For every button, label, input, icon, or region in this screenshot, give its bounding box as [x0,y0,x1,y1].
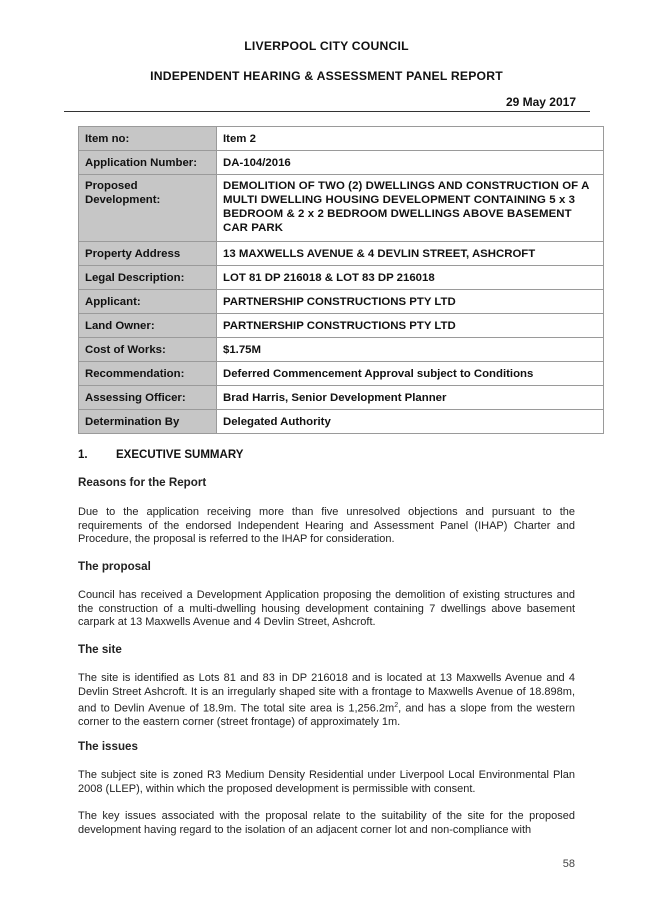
site-text-part-1: The site is identified as Lots 81 and 83 in DP 216018 and is located at 13 Maxwells Avenue and 4 Devlin Street Ashcroft. It is an irregularly shaped site with a frontage to Maxwells Avenue of 18.898m, and to Devlin Avenue of 18.9m. The total site area is 1,256.2m [78,672,575,715]
row-value: LOT 81 DP 216018 & LOT 83 DP 216018 [217,266,604,290]
row-value: PARTNERSHIP CONSTRUCTIONS PTY LTD [217,290,604,314]
report-date: 29 May 2017 [505,95,576,109]
table-row [79,175,604,242]
row-value: Item 2 [217,127,604,151]
table-row [79,362,604,386]
table-row [79,410,604,434]
table-row [79,242,604,266]
table-row [79,314,604,338]
issues-heading: The issues [78,740,138,753]
row-label: Cost of Works: [79,338,217,362]
issues-paragraph-1: The subject site is zoned R3 Medium Density Residential under Liverpool Local Environmental Plan 2008 (LLEP), within which the proposed development is permissible with consent. [78,769,575,795]
table-row [79,266,604,290]
row-label: Assessing Officer: [79,386,217,410]
table-row [79,338,604,362]
row-value: Brad Harris, Senior Development Planner [217,386,604,410]
row-value: PARTNERSHIP CONSTRUCTIONS PTY LTD [217,314,604,338]
reasons-paragraph: Due to the application receiving more than five unresolved objections and pursuant to the requirements of the endorsed Independent Hearing and Assessment Panel (IHAP) Charter and Procedure, the proposal is referred to the IHAP for consideration. [78,506,575,546]
row-value: Deferred Commencement Approval subject to Conditions [217,362,604,386]
table-row [79,127,604,151]
table-row [79,290,604,314]
row-label: Property Address [79,242,217,266]
council-name: LIVERPOOL CITY COUNCIL [244,39,409,53]
row-value: $1.75M [217,338,604,362]
row-label: Legal Description: [79,266,217,290]
row-label: Recommendation: [79,362,217,386]
header-rule [64,111,590,112]
proposal-paragraph: Council has received a Development Application proposing the demolition of existing structures and the construction of a multi-dwelling housing development containing 7 dwellings above basement carpark at 13 Maxwells Avenue and 4 Devlin Street, Ashcroft. [78,589,575,629]
site-text-part-2: , and has a slope from the western corner to the eastern corner (street frontage) of approximately 1m. [78,702,575,729]
issues-paragraph-2: The key issues associated with the proposal relate to the suitability of the site for the proposed development having regard to the isolation of an adjacent corner lot and non-compliance with [78,810,575,836]
row-value: Delegated Authority [217,410,604,434]
section-heading [78,449,243,461]
proposal-heading: The proposal [78,560,151,573]
row-label: Determination By [79,410,217,434]
page-number: 58 [562,858,575,870]
site-paragraph [78,672,575,730]
table-row [79,151,604,175]
superscript-2: 2 [394,702,399,710]
row-label: Application Number: [79,151,217,175]
row-label: Item no: [79,127,217,151]
section-title: EXECUTIVE SUMMARY [116,449,244,461]
row-value: DA-104/2016 [217,151,604,175]
site-heading: The site [78,643,122,656]
section-number: 1. [78,449,88,461]
row-value: 13 MAXWELLS AVENUE & 4 DEVLIN STREET, ASHCROFT [217,242,604,266]
report-title: INDEPENDENT HEARING & ASSESSMENT PANEL REPORT [150,69,503,83]
row-value: DEMOLITION OF TWO (2) DWELLINGS AND CONSTRUCTION OF A MULTI DWELLING HOUSING DEVELOPMENT CONTAINING 5 x 3 BEDROOM & 2 x 2 BEDROOM DWELLINGS ABOVE BASEMENT CAR PARK [217,175,604,242]
row-label: Proposed Development: [79,175,217,242]
reasons-heading: Reasons for the Report [78,476,207,489]
application-details-table [78,126,604,434]
row-label: Land Owner: [79,314,217,338]
row-label: Applicant: [79,290,217,314]
table-row [79,386,604,410]
